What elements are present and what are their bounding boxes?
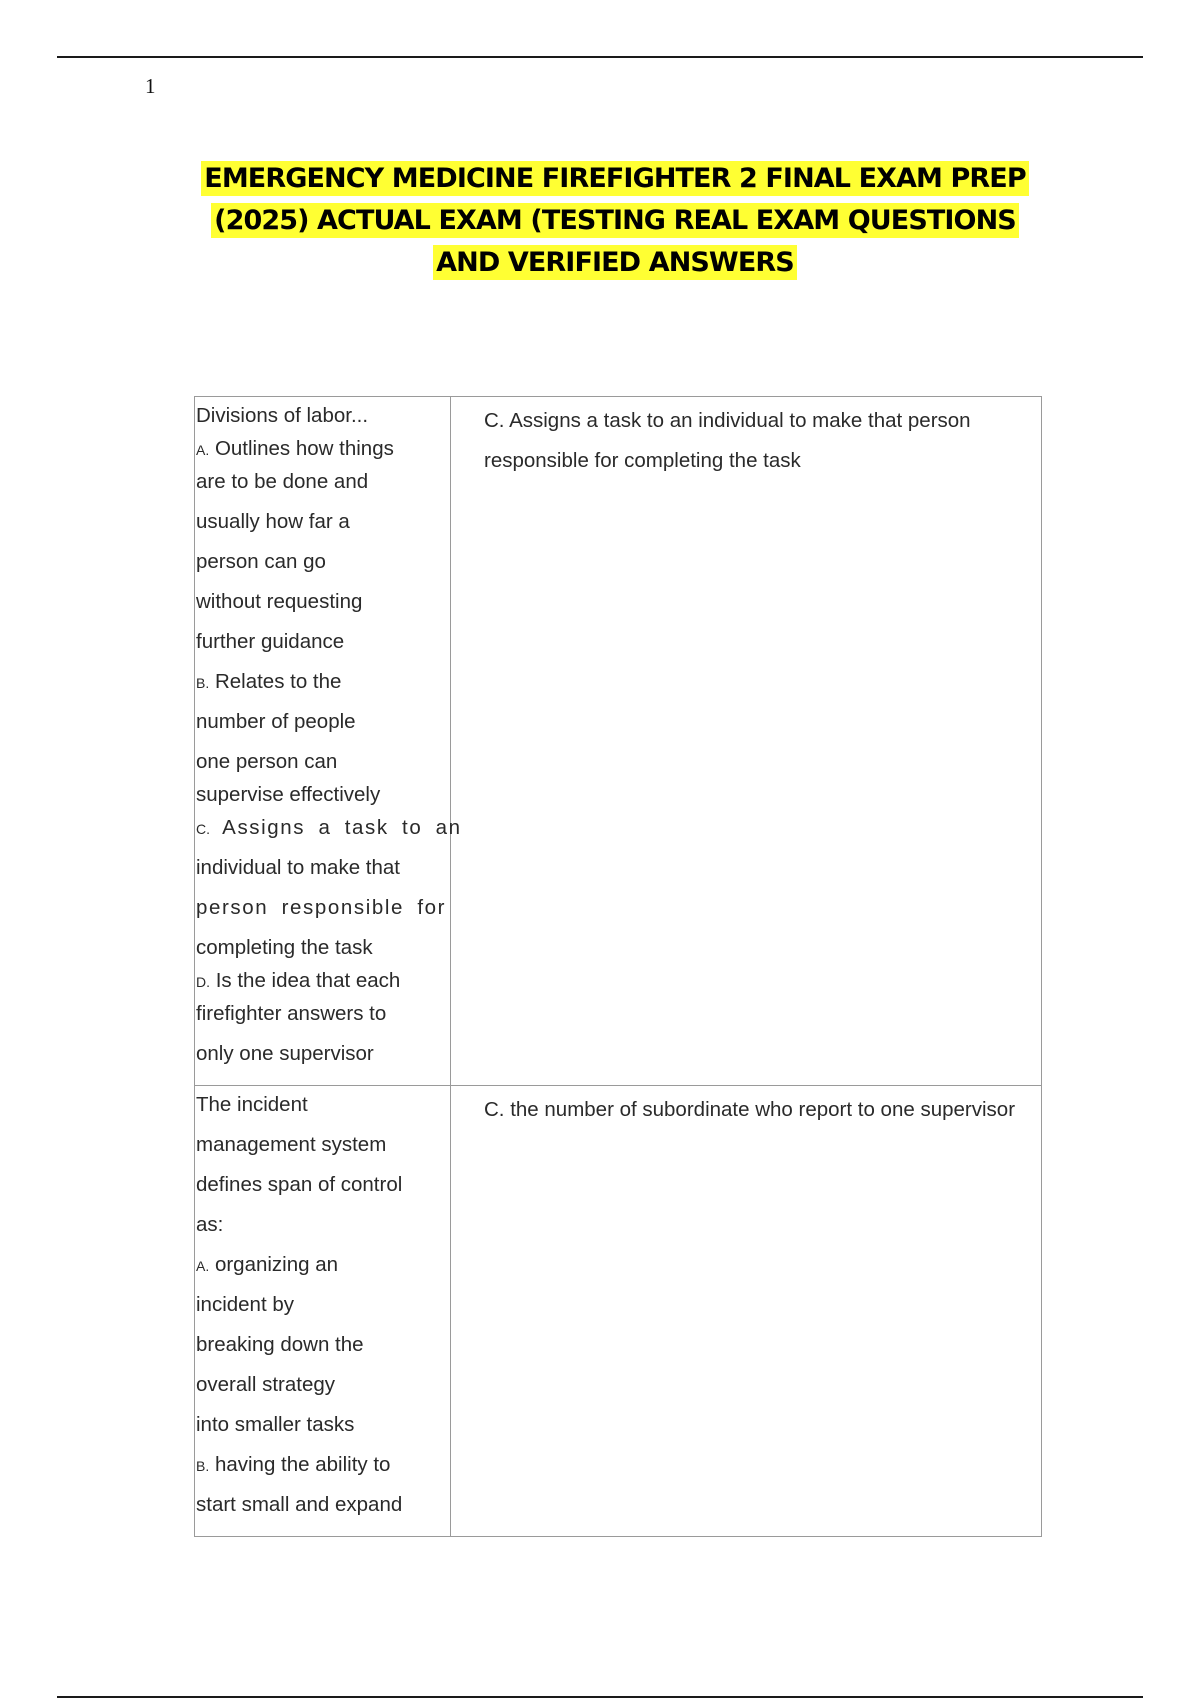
option-line: further guidance: [196, 630, 345, 653]
title-line-3: AND VERIFIED ANSWERS: [433, 245, 797, 280]
option-line: person responsible for: [196, 896, 447, 919]
option-line: only one supervisor: [196, 1042, 374, 1065]
option-line: [196, 813, 462, 853]
question-stem-line: Divisions of labor...: [196, 404, 369, 427]
table-row: [195, 1086, 1042, 1537]
option-line: [196, 1450, 450, 1490]
option-line: one person can: [196, 750, 338, 773]
option-text: Assigns a task to an: [222, 816, 462, 839]
document-title: [150, 158, 1080, 284]
question-stem-line: defines span of control: [196, 1173, 403, 1196]
option-line: [196, 1250, 450, 1290]
answer-text: C. Assigns a task to an individual to make that person responsible for completing the task: [484, 409, 971, 472]
option-letter: A.: [196, 1258, 210, 1274]
option-line: firefighter answers to: [196, 1002, 387, 1025]
option-line: number of people: [196, 710, 356, 733]
option-line: person can go: [196, 550, 326, 573]
option-line: [196, 434, 450, 467]
option-line: overall strategy: [196, 1373, 336, 1396]
question-stem-line: as:: [196, 1213, 224, 1236]
answer-cell: [451, 1086, 1042, 1537]
option-text: having the ability to: [214, 1453, 391, 1476]
option-line: without requesting: [196, 590, 363, 613]
option-line: start small and expand: [196, 1493, 403, 1516]
answer-text: C. the number of subordinate who report to one supervisor: [484, 1098, 1016, 1121]
option-text: organizing an: [214, 1253, 339, 1276]
question-stem-line: The incident: [196, 1093, 308, 1116]
footer-rule: [57, 1696, 1143, 1698]
option-line: individual to make that: [196, 856, 400, 879]
option-line: usually how far a: [196, 510, 350, 533]
option-line: breaking down the: [196, 1333, 364, 1356]
title-line-2: (2025) ACTUAL EXAM (TESTING REAL EXAM QUESTIONS: [211, 203, 1019, 238]
question-stem-line: management system: [196, 1133, 387, 1156]
option-line: [196, 667, 450, 707]
option-line: completing the task: [196, 936, 373, 959]
option-line: [196, 966, 450, 999]
question-cell: [195, 397, 462, 1086]
option-text: Outlines how things: [214, 437, 394, 460]
option-letter: C.: [196, 821, 210, 837]
option-line: supervise effectively: [196, 783, 381, 806]
answer-cell: [451, 397, 1042, 1086]
option-text: Relates to the: [214, 670, 342, 693]
question-cell: [195, 1086, 451, 1537]
option-letter: A.: [196, 442, 210, 458]
page-number: 1: [145, 74, 156, 98]
title-line-1: EMERGENCY MEDICINE FIREFIGHTER 2 FINAL EXAM PREP: [201, 161, 1028, 196]
option-line: are to be done and: [196, 470, 369, 493]
option-letter: B.: [196, 1458, 210, 1474]
option-letter: B.: [196, 675, 210, 691]
option-line: into smaller tasks: [196, 1413, 355, 1436]
option-letter: D.: [196, 974, 210, 990]
qa-table: [194, 396, 1042, 1537]
option-text: Is the idea that each: [215, 969, 401, 992]
table-row: [195, 397, 1042, 1086]
option-line: incident by: [196, 1293, 295, 1316]
header-rule: [57, 56, 1143, 58]
